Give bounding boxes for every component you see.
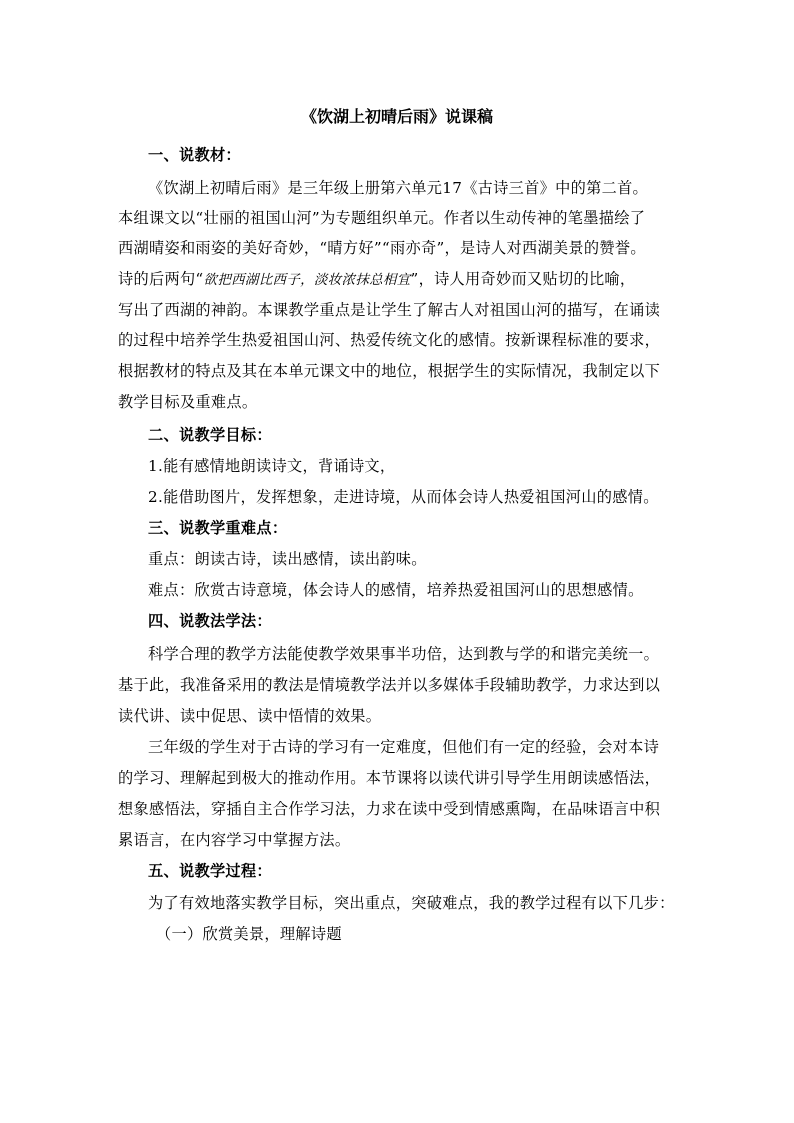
paragraph-line: 《饮湖上初晴后雨》是三年级上册第六单元17《古诗三首》中的第二首。	[148, 179, 649, 197]
list-item: 1.能有感情地朗读诗文，背诵诗文，	[148, 457, 396, 475]
paragraph-line: 读代讲、读中促思、读中悟情的效果。	[118, 707, 382, 725]
paragraph-line: 想象感悟法，穿插自主合作学习法，力求在读中受到情感熏陶，在品味语言中积	[118, 800, 661, 818]
paragraph-line: 的过程中培养学生热爱祖国山河、热爱传统文化的感情。按新课程标准的要求，	[118, 331, 661, 349]
list-item: 2.能借助图片，发挥想象，走进诗境，从而体会诗人热爱祖国河山的感情。	[148, 488, 659, 506]
section-heading-process: 五、说教学过程：	[148, 862, 272, 880]
key-point: 重点：朗读古诗，读出感情，读出韵味。	[148, 550, 427, 568]
paragraph-line: 三年级的学生对于古诗的学习有一定难度，但他们有一定的经验，会对本诗	[148, 738, 660, 756]
paragraph-line	[118, 266, 635, 293]
paragraph-line: 教学目标及重难点。	[118, 393, 258, 411]
paragraph-line: 写出了西湖的神韵。本课教学重点是让学生了解古人对祖国山河的描写，在诵读	[118, 301, 661, 319]
paragraph-line: 根据教材的特点及其在本单元课文中的地位，根据学生的实际情况，我制定以下	[118, 362, 661, 380]
paragraph-line: 西湖晴姿和雨姿的美好奇妙，“晴方好”“雨亦奇”，是诗人对西湖美景的赞誉。	[118, 239, 646, 257]
section-heading-goals: 二、说教学目标：	[148, 426, 272, 444]
document-title: 《饮湖上初晴后雨》说课稿	[300, 107, 493, 126]
difficult-point: 难点：欣赏古诗意境，体会诗人的感情，培养热爱祖国河山的思想感情。	[148, 581, 644, 599]
paragraph-line: 为了有效地落实教学目标，突出重点，突破难点，我的教学过程有以下几步：	[148, 894, 675, 912]
paragraph-line: 基于此，我准备采用的教法是情境教学法并以多媒体手段辅助教学，力求达到以	[118, 676, 661, 694]
paragraph-line: 科学合理的教学方法能使教学效果事半功倍，达到教与学的和谐完美统一。	[148, 645, 660, 663]
paragraph-line: 本组课文以“壮丽的祖国山河”为专题组织单元。作者以生动传神的笔墨描绘了	[118, 209, 646, 227]
paragraph-line: 的学习、理解起到极大的推动作用。本节课将以读代讲引导学生用朗读感悟法，	[118, 769, 661, 787]
section-heading-methods: 四、说教法学法：	[148, 612, 272, 630]
subsection-heading: （一）欣赏美景，理解诗题	[156, 925, 342, 943]
section-heading-key-points: 三、说教学重难点：	[148, 519, 288, 537]
paragraph-text: 诗的后两句“	[118, 270, 204, 288]
paragraph-line: 累语言，在内容学习中掌握方法。	[118, 831, 351, 849]
poem-quote: 欲把西湖比西子，淡妆浓抹总相宜	[203, 272, 411, 288]
section-heading-textbook: 一、说教材：	[148, 146, 241, 164]
paragraph-text: ”，诗人用奇妙而又贴切的比喻，	[410, 270, 636, 288]
